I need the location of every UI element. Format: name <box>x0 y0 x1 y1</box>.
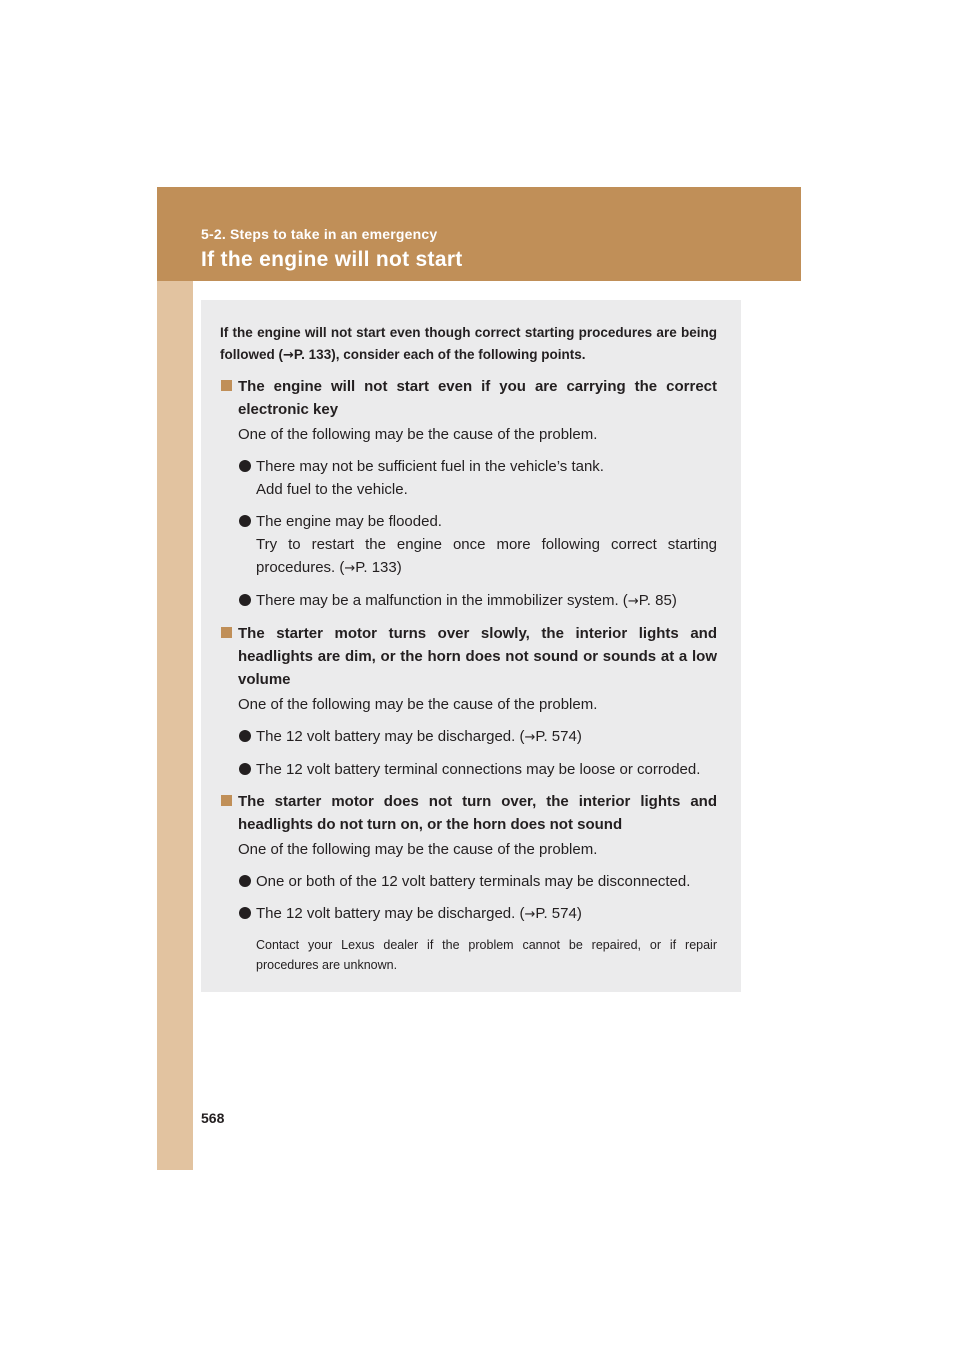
bullet-dot-icon <box>239 594 251 606</box>
section-heading: The engine will not start even if you are carrying the correct electronic key <box>220 375 717 421</box>
bullet-dot-icon <box>239 515 251 527</box>
content-box <box>201 300 741 992</box>
page-ref-link[interactable]: P. 133 <box>355 559 397 576</box>
bullet-dot-icon <box>239 460 251 472</box>
intro-paragraph: If the engine will not start even though correct starting procedures are being followed (→P. 133), consider each of the following points. <box>220 325 717 363</box>
page-title: If the engine will not start <box>201 248 463 271</box>
square-icon <box>221 380 232 391</box>
section-label: 5-2. Steps to take in an emergency <box>201 226 438 242</box>
square-icon <box>221 795 232 806</box>
bullet-item: One or both of the 12 volt battery terminals may be disconnected. <box>220 870 717 893</box>
cause-text: One of the following may be the cause of the problem. <box>238 696 598 713</box>
bullet-dot-icon <box>239 763 251 775</box>
bullet-item: The 12 volt battery may be discharged. (→P. 574) <box>220 902 717 926</box>
bullet-dot-icon <box>239 907 251 919</box>
page-ref-link[interactable]: P. 133 <box>293 347 332 362</box>
bullet-item: There may not be sufficient fuel in the vehicle’s tank. Add fuel to the vehicle. <box>220 455 717 501</box>
arrow-icon: → <box>524 730 536 745</box>
arrow-icon: → <box>627 594 639 609</box>
bullet-dot-icon <box>239 875 251 887</box>
page-number: 568 <box>201 1110 225 1126</box>
bullet-item: The 12 volt battery terminal connections may be loose or corroded. <box>220 758 717 781</box>
arrow-icon: → <box>524 907 536 922</box>
arrow-icon: → <box>283 348 294 363</box>
section-heading: The starter motor does not turn over, the interior lights and headlights do not turn on, or the horn does not sound <box>220 790 717 836</box>
section-heading: The starter motor turns over slowly, the interior lights and headlights are dim, or the horn does not sound or sounds at a low volume <box>220 622 717 691</box>
arrow-icon: → <box>344 561 356 576</box>
dealer-note: Contact your Lexus dealer if the problem cannot be repaired, or if repair procedures are unknown. <box>256 938 717 972</box>
page-ref-link[interactable]: P. 574 <box>535 728 577 745</box>
bullet-dot-icon <box>239 730 251 742</box>
cause-text: One of the following may be the cause of the problem. <box>238 841 598 858</box>
cause-text: One of the following may be the cause of the problem. <box>238 426 598 443</box>
bullet-item: The engine may be flooded. Try to restart the engine once more following correct starting procedures. (→P. 133) <box>220 510 717 580</box>
page-ref-link[interactable]: P. 574 <box>535 905 577 922</box>
bullet-item: The 12 volt battery may be discharged. (→P. 574) <box>220 725 717 749</box>
square-icon <box>221 627 232 638</box>
bullet-item: There may be a malfunction in the immobilizer system. (→P. 85) <box>220 589 717 613</box>
left-margin-stripe <box>157 187 193 1170</box>
page-ref-link[interactable]: P. 85 <box>638 592 672 609</box>
